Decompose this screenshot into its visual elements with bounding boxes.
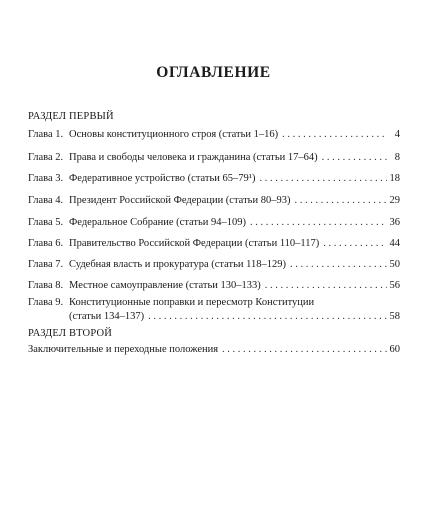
- toc-entry-chapter-4[interactable]: [28, 194, 400, 208]
- chapter-label: Глава 7.: [28, 259, 64, 270]
- chapter-title-line2: (статьи 134–137): [69, 311, 145, 322]
- page-number: 44: [389, 238, 400, 249]
- chapter-title: Судебная власть и прокуратура (статьи 118–129): [69, 259, 286, 270]
- chapter-label: Глава 3.: [28, 173, 64, 184]
- dot-leader: [148, 310, 386, 324]
- toc-entry-chapter-7[interactable]: [28, 258, 400, 272]
- chapter-title: Права и свободы человека и гражданина (статьи 17–64): [69, 152, 318, 163]
- toc-entry-chapter-1[interactable]: [28, 128, 400, 142]
- entry-title: Заключительные и переходные положения: [28, 344, 219, 355]
- toc-entry-chapter-9[interactable]: [28, 296, 400, 310]
- toc-entry-chapter-3[interactable]: [28, 172, 400, 186]
- page-number: 56: [389, 280, 400, 291]
- toc-entry-final-provisions[interactable]: [28, 343, 400, 357]
- chapter-title: Федеративное устройство (статьи 65–79¹): [69, 173, 256, 184]
- chapter-label: Глава 4.: [28, 195, 64, 206]
- dot-leader: [290, 258, 387, 272]
- chapter-title: Президент Российской Федерации (статьи 80–93): [69, 195, 291, 206]
- page-number: 36: [389, 217, 400, 228]
- dot-leader: [322, 151, 387, 165]
- chapter-label: Глава 6.: [28, 238, 64, 249]
- chapter-label: Глава 1.: [28, 129, 64, 140]
- dot-leader: [250, 216, 386, 230]
- dot-leader: [323, 237, 386, 251]
- page-number: 58: [389, 311, 400, 322]
- page-title: ОГЛАВЛЕНИЕ: [156, 64, 271, 81]
- dot-leader: [265, 279, 387, 293]
- page-number: 50: [389, 259, 400, 270]
- chapter-label: Глава 9.: [28, 297, 64, 308]
- toc-entry-chapter-5[interactable]: [28, 216, 400, 230]
- toc-entry-chapter-8[interactable]: [28, 279, 400, 293]
- page-number: 18: [389, 173, 400, 184]
- chapter-title: Федеральное Собрание (статьи 94–109): [69, 217, 247, 228]
- toc-entry-chapter-9-continued[interactable]: [69, 310, 400, 324]
- dot-leader: [294, 194, 386, 208]
- toc-entry-chapter-6[interactable]: [28, 237, 400, 251]
- chapter-title-line1: Конституционные поправки и пересмотр Конституции: [69, 297, 315, 308]
- page-number: 8: [394, 152, 400, 163]
- chapter-label: Глава 8.: [28, 280, 64, 291]
- chapter-label: Глава 2.: [28, 152, 64, 163]
- dot-leader: [259, 172, 386, 186]
- chapter-label: Глава 5.: [28, 217, 64, 228]
- dot-leader: [222, 343, 386, 357]
- page-number: 60: [389, 344, 400, 355]
- chapter-title: Основы конституционного строя (статьи 1–16): [69, 129, 279, 140]
- dot-leader: [282, 128, 387, 142]
- page-number: 29: [389, 195, 400, 206]
- chapter-title: Правительство Российской Федерации (статьи 110–117): [69, 238, 320, 249]
- section-one-heading: РАЗДЕЛ ПЕРВЫЙ: [28, 111, 114, 122]
- page-number: 4: [394, 129, 400, 140]
- section-two-heading: РАЗДЕЛ ВТОРОЙ: [28, 328, 113, 339]
- toc-entry-chapter-2[interactable]: [28, 151, 400, 165]
- chapter-title: Местное самоуправление (статьи 130–133): [69, 280, 261, 291]
